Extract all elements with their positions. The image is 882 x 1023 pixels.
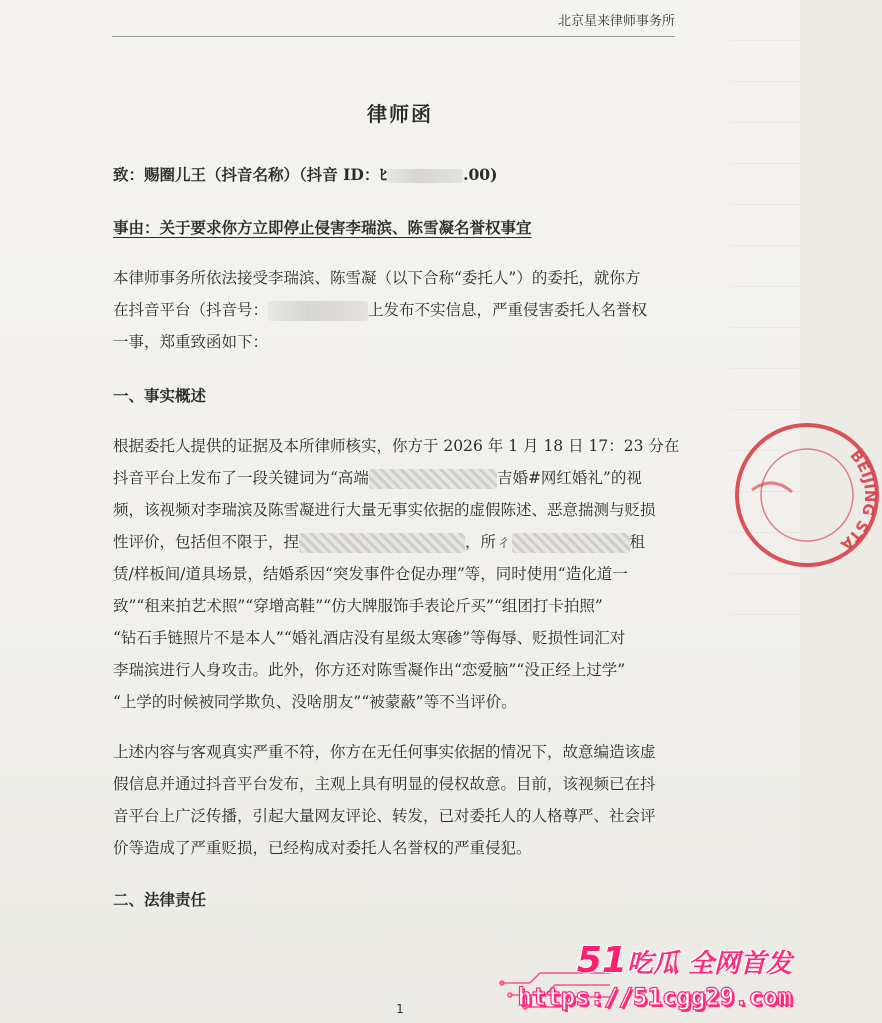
section-heading-liability: 二、法律责任 (113, 890, 207, 909)
intro-line: 本律师事务所依法接受李瑞滨、陈雪凝（以下合称“委托人”）的委托，就你方 (113, 269, 641, 287)
recipient-prefix: 致：赐圈儿王（抖音名称）（抖音 ID： (113, 165, 380, 184)
document-title: 律师函 (367, 102, 433, 126)
infringement-paragraph (113, 736, 683, 864)
official-seal-stamp (732, 420, 882, 570)
section-heading-facts: 一、事实概述 (113, 386, 207, 405)
intro-paragraph (113, 262, 683, 358)
recipient-id-start: ﾋ (379, 165, 388, 184)
facts-line: 李瑞滨进行人身攻击。此外，你方还对陈雪凝作出“恋爱脑”“没正经上过学” (113, 661, 626, 679)
facts-line: “钻石手链照片不是本人”“婚礼酒店没有星级太寒碜”等侮辱、贬损性词汇对 (113, 629, 626, 647)
facts-line: 频，该视频对李瑞滨及陈雪凝进行大量无事实依据的虚假陈述、恶意揣测与贬损 (113, 501, 656, 519)
facts-line: 根据委托人提供的证据及本所律师核实，你方于 2026 年 1 月 18 日 17：23 分在 (113, 437, 680, 455)
infringement-line: 上述内容与客观真实严重不符，你方在无任何事实依据的情况下，故意编造该虚 (113, 743, 656, 761)
redacted-claim-2 (512, 533, 630, 553)
redacted-id (387, 169, 463, 183)
redacted-claim-1 (299, 533, 465, 553)
intro-line: 在抖音平台（抖音号： 上发布不实信息，严重侵害委托人名誉权 (113, 301, 648, 319)
recipient-line (113, 163, 497, 185)
infringement-line: 价等造成了严重贬损，已经构成对委托人名誉权的严重侵犯。 (113, 839, 532, 857)
facts-line: 致”“租来拍艺术照”“穿增高鞋”“仿大牌服饰手表论斤买”“组团打卡拍照” (113, 597, 603, 615)
firm-header: 北京星来律师事务所 (557, 14, 675, 29)
site-watermark (492, 940, 792, 1011)
redacted-keyword (369, 469, 497, 489)
intro-line: 一事，郑重致函如下： (113, 333, 269, 351)
facts-paragraph (113, 430, 683, 718)
page-number: 1 (396, 1002, 404, 1016)
svg-text:BEIJING STA: BEIJING STA (837, 446, 880, 554)
redacted-account (268, 301, 368, 321)
watermark-url: https://51cgg29.com (517, 983, 792, 1011)
infringement-line: 假信息并通过抖音平台发布，主观上具有明显的侵权故意。目前，该视频已在抖 (113, 775, 656, 793)
facts-line: 性评价，包括但不限于，捏 ，所ㄔ 租 (113, 533, 646, 551)
facts-line: 赁/样板间/道具场景，结婚系因“突发事件仓促办理”等，同时使用“造化道一 (113, 565, 628, 583)
recipient-id-end: .00) (463, 165, 498, 184)
subject-line: 事由：关于要求你方立即停止侵害李瑞滨、陈雪凝名誉权事宜 (113, 218, 532, 237)
infringement-line: 音平台上广泛传播，引起大量网友评论、转发，已对委托人的人格尊严、社会评 (113, 807, 656, 825)
facts-line: 抖音平台上发布了一段关键词为“高端 吉婚#网红婚礼”的视 (113, 469, 642, 487)
facts-line: “上学的时候被同学欺负、没啥朋友”“被蒙蔽”等不当评价。 (113, 693, 517, 711)
watermark-title: 51吃瓜 全网首发 (576, 940, 792, 981)
header-divider (112, 36, 675, 37)
